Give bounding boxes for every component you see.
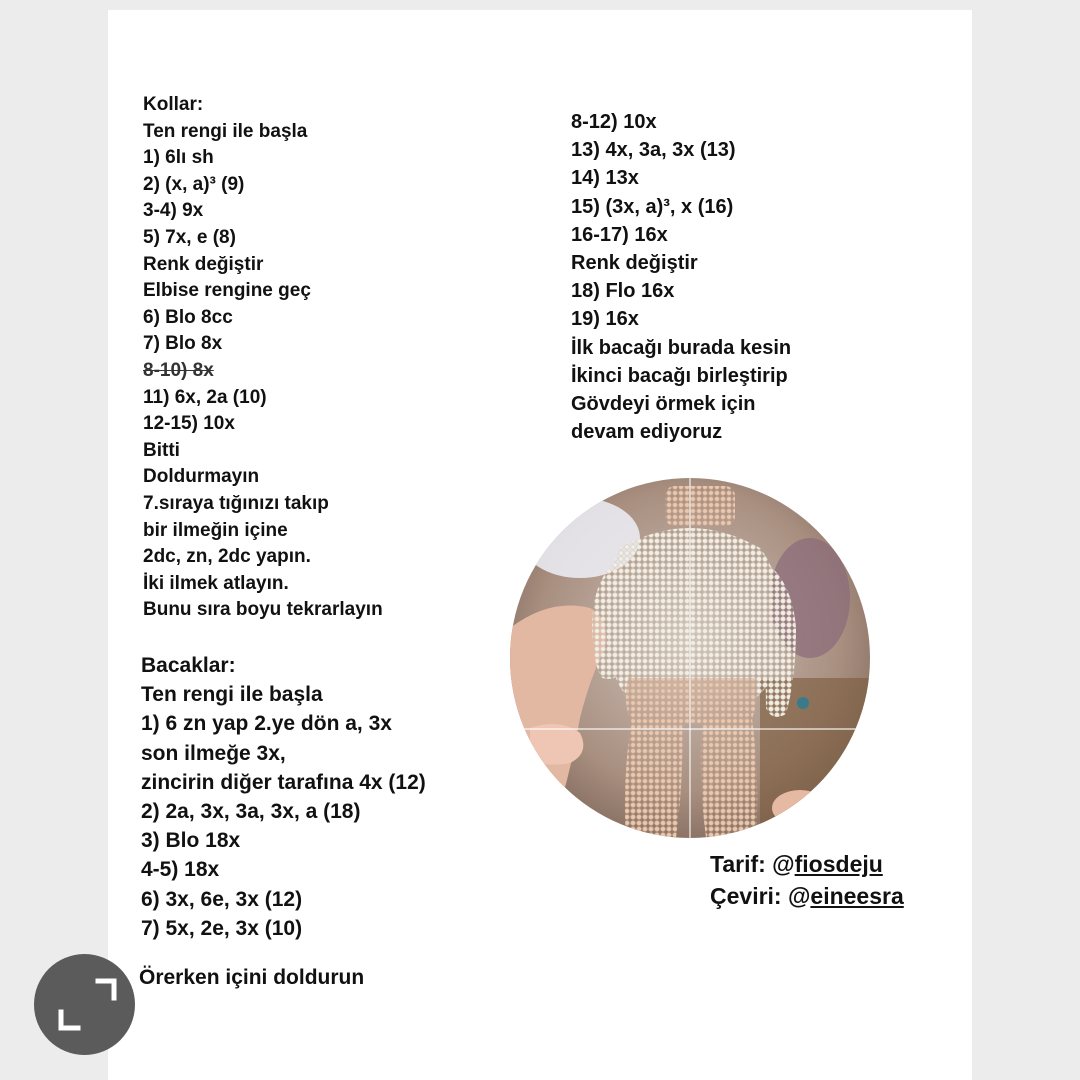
instruction-line: 2) (x, a)³ (9) [143,173,245,195]
instruction-line: Renk değiştir [143,253,264,275]
instruction-line: Doldurmayın [143,466,260,488]
instruction-line: İlk bacağı burada kesin [571,336,792,359]
instruction-line: zincirin diğer tarafına 4x (12) [141,770,426,794]
instruction-line: 4-5) 18x [141,858,220,882]
expand-button[interactable] [34,954,135,1055]
instruction-line: 13) 4x, 3a, 3x (13) [571,139,736,162]
instruction-line: Bitti [143,439,180,461]
recipe-credit: Tarif: @fiosdeju [710,851,883,877]
instruction-line: bir ilmeğin içine [143,519,288,541]
instruction-line: 8-12) 10x [571,111,657,133]
instruction-line: İki ilmek atlayın. [143,572,289,594]
instruction-line: Renk değiştir [571,252,698,275]
instruction-line: 6) Blo 8cc [143,306,233,328]
instruction-line: 16-17) 16x [571,223,668,246]
instruction-line-struck: 8-10) 8x [143,359,214,381]
arms-instructions [143,92,383,624]
instruction-line: Elbise rengine geç [143,280,311,302]
instruction-line: 2) 2a, 3x, 3a, 3x, a (18) [141,800,361,824]
instruction-line: 19) 16x [571,308,639,331]
instruction-line: son ilmeğe 3x, [141,741,286,765]
stuffing-note [139,966,364,990]
credits [710,848,904,912]
recipe-handle-link[interactable]: fiosdeju [794,851,883,877]
instruction-line: 12-15) 10x [143,413,235,435]
instruction-line: 3) Blo 18x [141,829,241,853]
instruction-line: 5) 7x, e (8) [143,226,236,248]
instruction-line: 7) Blo 8x [143,333,223,355]
instruction-line: 11) 6x, 2a (10) [143,386,267,408]
instruction-line: Gövdeyi örmek için [571,393,756,416]
instruction-line: 15) (3x, a)³, x (16) [571,195,734,218]
instruction-line: Ten rengi ile başla [143,120,308,142]
instruction-line: 2dc, zn, 2dc yapın. [143,546,311,568]
instruction-line: devam ediyoruz [571,421,723,444]
instruction-line: Örerken içini doldurun [139,966,365,989]
crochet-doll-photo [510,478,870,838]
instruction-line: Ten rengi ile başla [141,683,323,707]
instruction-line: 7.sıraya tığınızı takıp [143,492,329,514]
instruction-line: Bunu sıra boyu tekrarlayın [143,599,383,621]
translation-handle-link[interactable]: eineesra [810,883,904,909]
doll-legs-illustration [510,478,870,838]
instruction-line: 1) 6lı sh [143,147,214,169]
instruction-line: 7) 5x, 2e, 3x (10) [141,916,303,940]
instruction-line: 1) 6 zn yap 2.ye dön a, 3x [141,712,392,736]
instruction-line: İkinci bacağı birleştirip [571,364,788,387]
legs-heading: Bacaklar: [141,654,236,677]
instruction-line: 14) 13x [571,167,639,190]
instruction-line: 6) 3x, 6e, 3x (12) [141,887,303,911]
expand-icon [34,954,135,1055]
translation-credit: Çeviri: @eineesra [710,883,904,909]
legs-instructions [141,651,426,943]
instruction-line: 18) Flo 16x [571,280,675,303]
legs-continued-instructions [571,108,791,446]
arms-heading: Kollar: [143,94,204,115]
instruction-line: 3-4) 9x [143,200,204,222]
